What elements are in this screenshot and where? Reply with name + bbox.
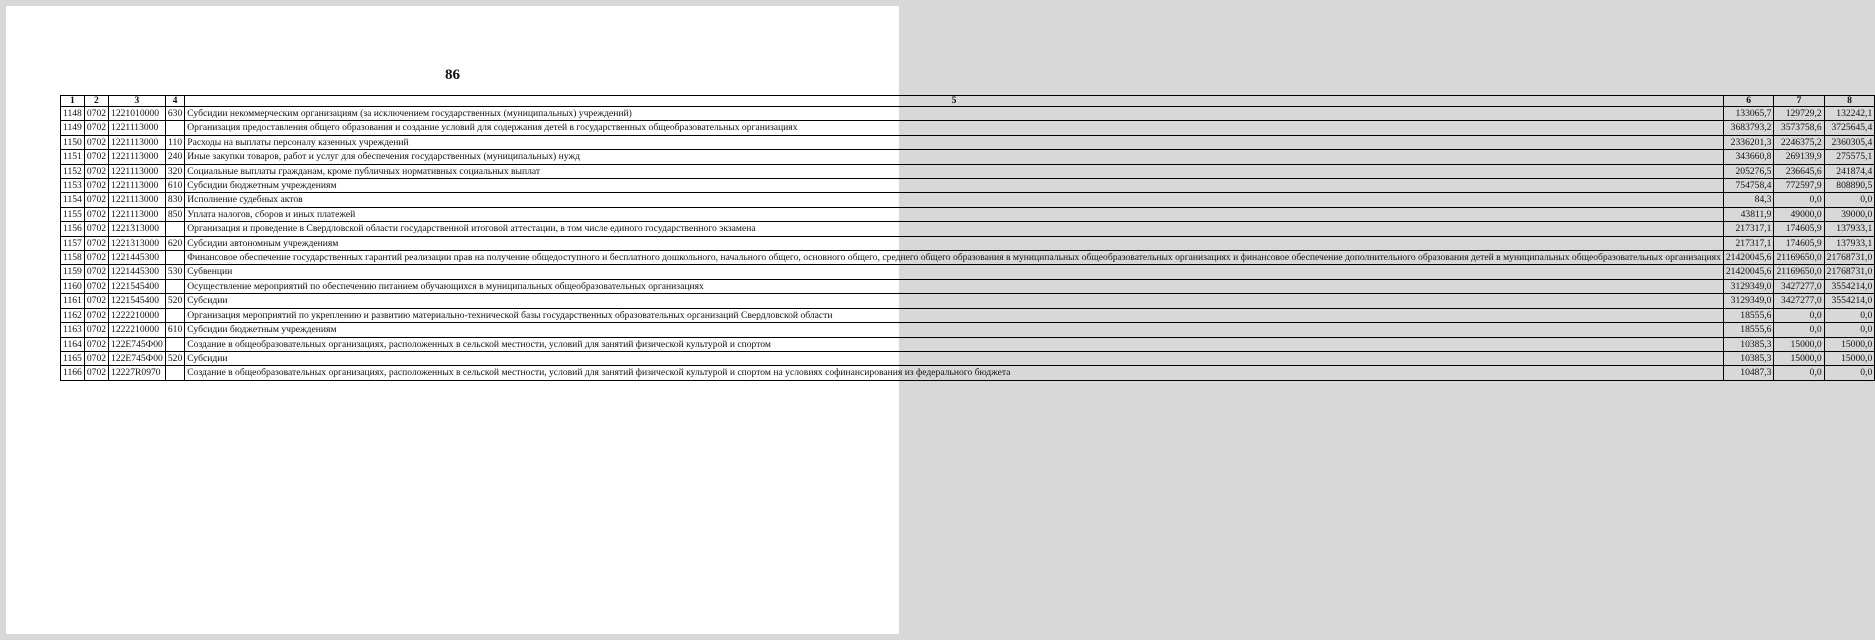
amount-col7-cell: 49000,0 — [1774, 207, 1824, 221]
row-number-cell: 1155 — [61, 207, 85, 221]
expense-type-cell: 630 — [165, 107, 184, 121]
expense-type-cell: 620 — [165, 236, 184, 250]
table-row — [61, 164, 1875, 178]
page-number: 86 — [445, 67, 460, 83]
target-article-cell: 1221445300 — [109, 251, 166, 265]
row-number-cell: 1148 — [61, 107, 85, 121]
amount-col6-cell: 84,3 — [1723, 193, 1774, 207]
column-header: 3 — [109, 96, 166, 107]
amount-col8-cell: 241874,4 — [1824, 164, 1875, 178]
table-row — [61, 207, 1875, 221]
section-code-cell: 0702 — [84, 135, 108, 149]
row-number-cell: 1160 — [61, 279, 85, 293]
table-row — [61, 279, 1875, 293]
expense-type-cell: 610 — [165, 179, 184, 193]
item-name-cell: Организация предоставления общего образования и создание условий для содержания детей в государственных общеобразовательных организациях — [185, 121, 1724, 135]
table-row — [61, 222, 1875, 236]
target-article-cell: 1221445300 — [109, 265, 166, 279]
amount-col7-cell: 236645,6 — [1774, 164, 1824, 178]
amount-col7-cell: 174605,9 — [1774, 222, 1824, 236]
item-name-cell: Исполнение судебных актов — [185, 193, 1724, 207]
amount-col8-cell: 15000,0 — [1824, 337, 1875, 351]
amount-col6-cell: 10385,3 — [1723, 337, 1774, 351]
amount-col8-cell: 21768731,0 — [1824, 265, 1875, 279]
amount-col6-cell: 10385,3 — [1723, 351, 1774, 365]
section-code-cell: 0702 — [84, 251, 108, 265]
item-name-cell: Осуществление мероприятий по обеспечению питанием обучающихся в муниципальных общеобразовательных организациях — [185, 279, 1724, 293]
amount-col6-cell: 754758,4 — [1723, 179, 1774, 193]
row-number-cell: 1152 — [61, 164, 85, 178]
section-code-cell: 0702 — [84, 337, 108, 351]
column-header: 2 — [84, 96, 108, 107]
item-name-cell: Создание в общеобразовательных организациях, расположенных в сельской местности, условий для занятий физической культурой и спортом — [185, 337, 1724, 351]
expense-type-cell — [165, 337, 184, 351]
amount-col8-cell: 808890,5 — [1824, 179, 1875, 193]
item-name-cell: Уплата налогов, сборов и иных платежей — [185, 207, 1724, 221]
section-code-cell: 0702 — [84, 179, 108, 193]
target-article-cell: 1222210000 — [109, 323, 166, 337]
amount-col6-cell: 10487,3 — [1723, 366, 1774, 380]
amount-col7-cell: 21169650,0 — [1774, 251, 1824, 265]
table-row — [61, 121, 1875, 135]
amount-col6-cell: 343660,8 — [1723, 150, 1774, 164]
expense-type-cell: 520 — [165, 294, 184, 308]
item-name-cell: Субсидии — [185, 351, 1724, 365]
table-row — [61, 323, 1875, 337]
target-article-cell: 1221113000 — [109, 179, 166, 193]
amount-col6-cell: 3129349,0 — [1723, 294, 1774, 308]
expense-type-cell — [165, 366, 184, 380]
section-code-cell: 0702 — [84, 265, 108, 279]
item-name-cell: Иные закупки товаров, работ и услуг для обеспечения государственных (муниципальных) нужд — [185, 150, 1724, 164]
amount-col7-cell: 15000,0 — [1774, 337, 1824, 351]
item-name-cell: Субсидии бюджетным учреждениям — [185, 323, 1724, 337]
table-row — [61, 265, 1875, 279]
section-code-cell: 0702 — [84, 193, 108, 207]
item-name-cell: Субсидии бюджетным учреждениям — [185, 179, 1724, 193]
amount-col6-cell: 217317,1 — [1723, 236, 1774, 250]
table-row — [61, 366, 1875, 380]
amount-col6-cell: 2336201,3 — [1723, 135, 1774, 149]
item-name-cell: Расходы на выплаты персоналу казенных учреждений — [185, 135, 1724, 149]
row-number-cell: 1151 — [61, 150, 85, 164]
target-article-cell: 1221113000 — [109, 150, 166, 164]
target-article-cell: 1221545400 — [109, 294, 166, 308]
section-code-cell: 0702 — [84, 107, 108, 121]
amount-col8-cell: 39000,0 — [1824, 207, 1875, 221]
row-number-cell: 1153 — [61, 179, 85, 193]
section-code-cell: 0702 — [84, 150, 108, 164]
column-header: 7 — [1774, 96, 1824, 107]
table-row — [61, 107, 1875, 121]
expense-type-cell: 850 — [165, 207, 184, 221]
target-article-cell: 1222210000 — [109, 308, 166, 322]
amount-col6-cell: 21420045,6 — [1723, 251, 1774, 265]
row-number-cell: 1164 — [61, 337, 85, 351]
column-header: 6 — [1723, 96, 1774, 107]
amount-col8-cell: 137933,1 — [1824, 222, 1875, 236]
section-code-cell: 0702 — [84, 236, 108, 250]
amount-col6-cell: 21420045,6 — [1723, 265, 1774, 279]
amount-col8-cell: 3554214,0 — [1824, 279, 1875, 293]
table-row — [61, 135, 1875, 149]
table-body — [61, 107, 1875, 381]
section-code-cell: 0702 — [84, 207, 108, 221]
row-number-cell: 1158 — [61, 251, 85, 265]
target-article-cell: 1221313000 — [109, 222, 166, 236]
expense-type-cell: 530 — [165, 265, 184, 279]
target-article-cell: 1221010000 — [109, 107, 166, 121]
document-page — [6, 6, 1873, 634]
amount-col8-cell: 3725645,4 — [1824, 121, 1875, 135]
section-code-cell: 0702 — [84, 164, 108, 178]
row-number-cell: 1159 — [61, 265, 85, 279]
amount-col8-cell: 137933,1 — [1824, 236, 1875, 250]
row-number-cell: 1156 — [61, 222, 85, 236]
row-number-cell: 1162 — [61, 308, 85, 322]
item-name-cell: Организация мероприятий по укреплению и развитию материально-технической базы государственных образовательных организаций Свердловской области — [185, 308, 1724, 322]
amount-col6-cell: 133065,7 — [1723, 107, 1774, 121]
amount-col6-cell: 205276,5 — [1723, 164, 1774, 178]
section-code-cell: 0702 — [84, 222, 108, 236]
item-name-cell: Социальные выплаты гражданам, кроме публичных нормативных социальных выплат — [185, 164, 1724, 178]
row-number-cell: 1163 — [61, 323, 85, 337]
amount-col7-cell: 772597,9 — [1774, 179, 1824, 193]
item-name-cell: Субсидии автономным учреждениям — [185, 236, 1724, 250]
column-header: 4 — [165, 96, 184, 107]
amount-col7-cell: 269139,9 — [1774, 150, 1824, 164]
section-code-cell: 0702 — [84, 294, 108, 308]
amount-col7-cell: 21169650,0 — [1774, 265, 1824, 279]
target-article-cell: 1221113000 — [109, 193, 166, 207]
amount-col7-cell: 3573758,6 — [1774, 121, 1824, 135]
amount-col8-cell: 275575,1 — [1824, 150, 1875, 164]
expense-type-cell: 610 — [165, 323, 184, 337]
target-article-cell: 1221113000 — [109, 135, 166, 149]
amount-col7-cell: 174605,9 — [1774, 236, 1824, 250]
item-name-cell: Субвенции — [185, 265, 1724, 279]
column-header: 1 — [61, 96, 85, 107]
target-article-cell: 1221113000 — [109, 164, 166, 178]
amount-col8-cell: 0,0 — [1824, 323, 1875, 337]
table-row — [61, 236, 1875, 250]
table-row — [61, 351, 1875, 365]
amount-col8-cell: 15000,0 — [1824, 351, 1875, 365]
table-row — [61, 179, 1875, 193]
row-number-cell: 1157 — [61, 236, 85, 250]
amount-col7-cell: 0,0 — [1774, 366, 1824, 380]
amount-col8-cell: 3554214,0 — [1824, 294, 1875, 308]
section-code-cell: 0702 — [84, 366, 108, 380]
row-number-cell: 1166 — [61, 366, 85, 380]
amount-col7-cell: 3427277,0 — [1774, 279, 1824, 293]
budget-table — [60, 95, 1875, 381]
amount-col7-cell: 15000,0 — [1774, 351, 1824, 365]
item-name-cell: Организация и проведение в Свердловской области государственной итоговой аттестации, в том числе единого государственного экзамена — [185, 222, 1724, 236]
expense-type-cell — [165, 279, 184, 293]
amount-col6-cell: 3683793,2 — [1723, 121, 1774, 135]
table-row — [61, 337, 1875, 351]
item-name-cell: Субсидии — [185, 294, 1724, 308]
table-row — [61, 294, 1875, 308]
amount-col8-cell: 0,0 — [1824, 366, 1875, 380]
row-number-cell: 1161 — [61, 294, 85, 308]
section-code-cell: 0702 — [84, 351, 108, 365]
target-article-cell: 122Е745Ф00 — [109, 337, 166, 351]
expense-type-cell: 320 — [165, 164, 184, 178]
amount-col8-cell: 0,0 — [1824, 193, 1875, 207]
expense-type-cell: 520 — [165, 351, 184, 365]
target-article-cell: 1221113000 — [109, 121, 166, 135]
amount-col8-cell: 132242,1 — [1824, 107, 1875, 121]
table-header-row — [61, 96, 1875, 107]
table-row — [61, 251, 1875, 265]
expense-type-cell — [165, 222, 184, 236]
amount-col8-cell: 21768731,0 — [1824, 251, 1875, 265]
amount-col7-cell: 0,0 — [1774, 308, 1824, 322]
row-number-cell: 1165 — [61, 351, 85, 365]
amount-col8-cell: 2360305,4 — [1824, 135, 1875, 149]
amount-col7-cell: 129729,2 — [1774, 107, 1824, 121]
section-code-cell: 0702 — [84, 279, 108, 293]
expense-type-cell — [165, 308, 184, 322]
table-row — [61, 150, 1875, 164]
amount-col7-cell: 2246375,2 — [1774, 135, 1824, 149]
target-article-cell: 1221113000 — [109, 207, 166, 221]
amount-col8-cell: 0,0 — [1824, 308, 1875, 322]
target-article-cell: 1221545400 — [109, 279, 166, 293]
amount-col6-cell: 18555,6 — [1723, 323, 1774, 337]
target-article-cell: 12227R0970 — [109, 366, 166, 380]
section-code-cell: 0702 — [84, 308, 108, 322]
item-name-cell: Субсидии некоммерческим организациям (за исключением государственных (муниципальных) учреждений) — [185, 107, 1724, 121]
amount-col7-cell: 3427277,0 — [1774, 294, 1824, 308]
expense-type-cell — [165, 251, 184, 265]
expense-type-cell: 240 — [165, 150, 184, 164]
section-code-cell: 0702 — [84, 121, 108, 135]
table-row — [61, 193, 1875, 207]
target-article-cell: 122Е745Ф00 — [109, 351, 166, 365]
amount-col6-cell: 43811,9 — [1723, 207, 1774, 221]
row-number-cell: 1149 — [61, 121, 85, 135]
column-header: 5 — [185, 96, 1724, 107]
expense-type-cell: 110 — [165, 135, 184, 149]
amount-col6-cell: 18555,6 — [1723, 308, 1774, 322]
table-row — [61, 308, 1875, 322]
target-article-cell: 1221313000 — [109, 236, 166, 250]
amount-col6-cell: 3129349,0 — [1723, 279, 1774, 293]
column-header: 8 — [1824, 96, 1875, 107]
amount-col6-cell: 217317,1 — [1723, 222, 1774, 236]
expense-type-cell: 830 — [165, 193, 184, 207]
section-code-cell: 0702 — [84, 323, 108, 337]
amount-col7-cell: 0,0 — [1774, 193, 1824, 207]
item-name-cell: Создание в общеобразовательных организациях, расположенных в сельской местности, условий для занятий физической культурой и спортом на условиях софинансирования из федерального бюджета — [185, 366, 1724, 380]
expense-type-cell — [165, 121, 184, 135]
row-number-cell: 1154 — [61, 193, 85, 207]
item-name-cell: Финансовое обеспечение государственных гарантий реализации прав на получение общедоступного и бесплатного дошкольного, начального общего, основного общего, среднего общего образования в муниципальных общеобразовательных организациях и финансовое обеспечение дополнительного образования детей в муниципальных общеобразовательных организациях — [185, 251, 1724, 265]
amount-col7-cell: 0,0 — [1774, 323, 1824, 337]
row-number-cell: 1150 — [61, 135, 85, 149]
